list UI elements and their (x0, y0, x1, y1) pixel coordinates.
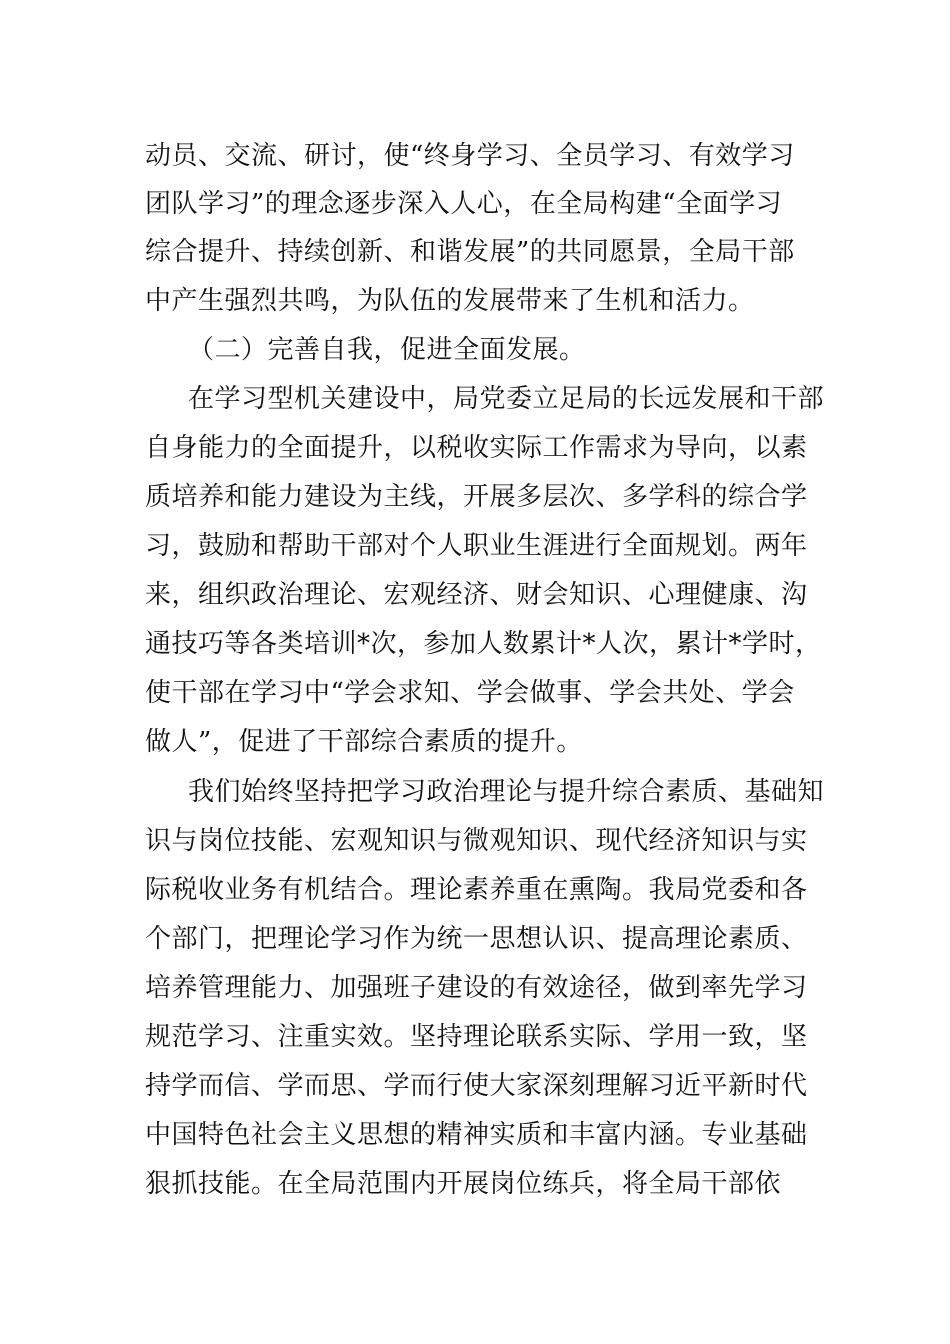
text-line: 中产生强烈共鸣，为队伍的发展带来了生机和活力。 (145, 286, 755, 316)
text-line: 习，鼓励和帮助干部对个人职业生涯进行全面规划。两年 (145, 531, 808, 561)
text-line: 规范学习、注重实效。坚持理论联系实际、学用一致，坚 (145, 1022, 808, 1052)
text-line: 综合提升、持续创新、和谐发展”的共同愿景，全局干部 (145, 237, 795, 267)
text-line: 狠抓技能。在全局范围内开展岗位练兵，将全局干部依 (145, 1169, 782, 1199)
text-line: 质培养和能力建设为主线，开展多层次、多学科的综合学 (145, 482, 808, 512)
text-line: 自身能力的全面提升，以税收实际工作需求为导向，以素 (145, 433, 808, 463)
text-line: 动员、交流、研讨，使“终身学习、全员学习、有效学习 (145, 141, 795, 171)
text-line: 做人”，促进了干部综合素质的提升。 (145, 727, 583, 757)
text-line: 培养管理能力、加强班子建设的有效途径，做到率先学习 (145, 973, 808, 1003)
section-heading: （二）完善自我，促进全面发展。 (188, 335, 586, 365)
text-line: 使干部在学习中“学会求知、学会做事、学会共处、学会 (145, 678, 795, 708)
text-line: 我们始终坚持把学习政治理论与提升综合素质、基础知 (188, 777, 825, 807)
text-line: 持学而信、学而思、学而行使大家深刻理解习近平新时代 (145, 1071, 808, 1101)
text-line: 识与岗位技能、宏观知识与微观知识、现代经济知识与实 (145, 826, 808, 856)
text-line: 个部门，把理论学习作为统一思想认识、提高理论素质、 (145, 924, 808, 954)
text-line: 中国特色社会主义思想的精神实质和丰富内涵。专业基础 (145, 1120, 808, 1150)
text-line: 来，组织政治理论、宏观经济、财会知识、心理健康、沟 (145, 580, 808, 610)
text-line: 际税收业务有机结合。理论素养重在熏陶。我局党委和各 (145, 875, 808, 905)
text-line: 在学习型机关建设中，局党委立足局的长远发展和干部 (188, 384, 825, 414)
text-line: 通技巧等各类培训*次，参加人数累计*人次，累计*学时， (145, 629, 822, 659)
text-line: 团队学习”的理念逐步深入人心，在全局构建“全面学习 (145, 189, 783, 219)
